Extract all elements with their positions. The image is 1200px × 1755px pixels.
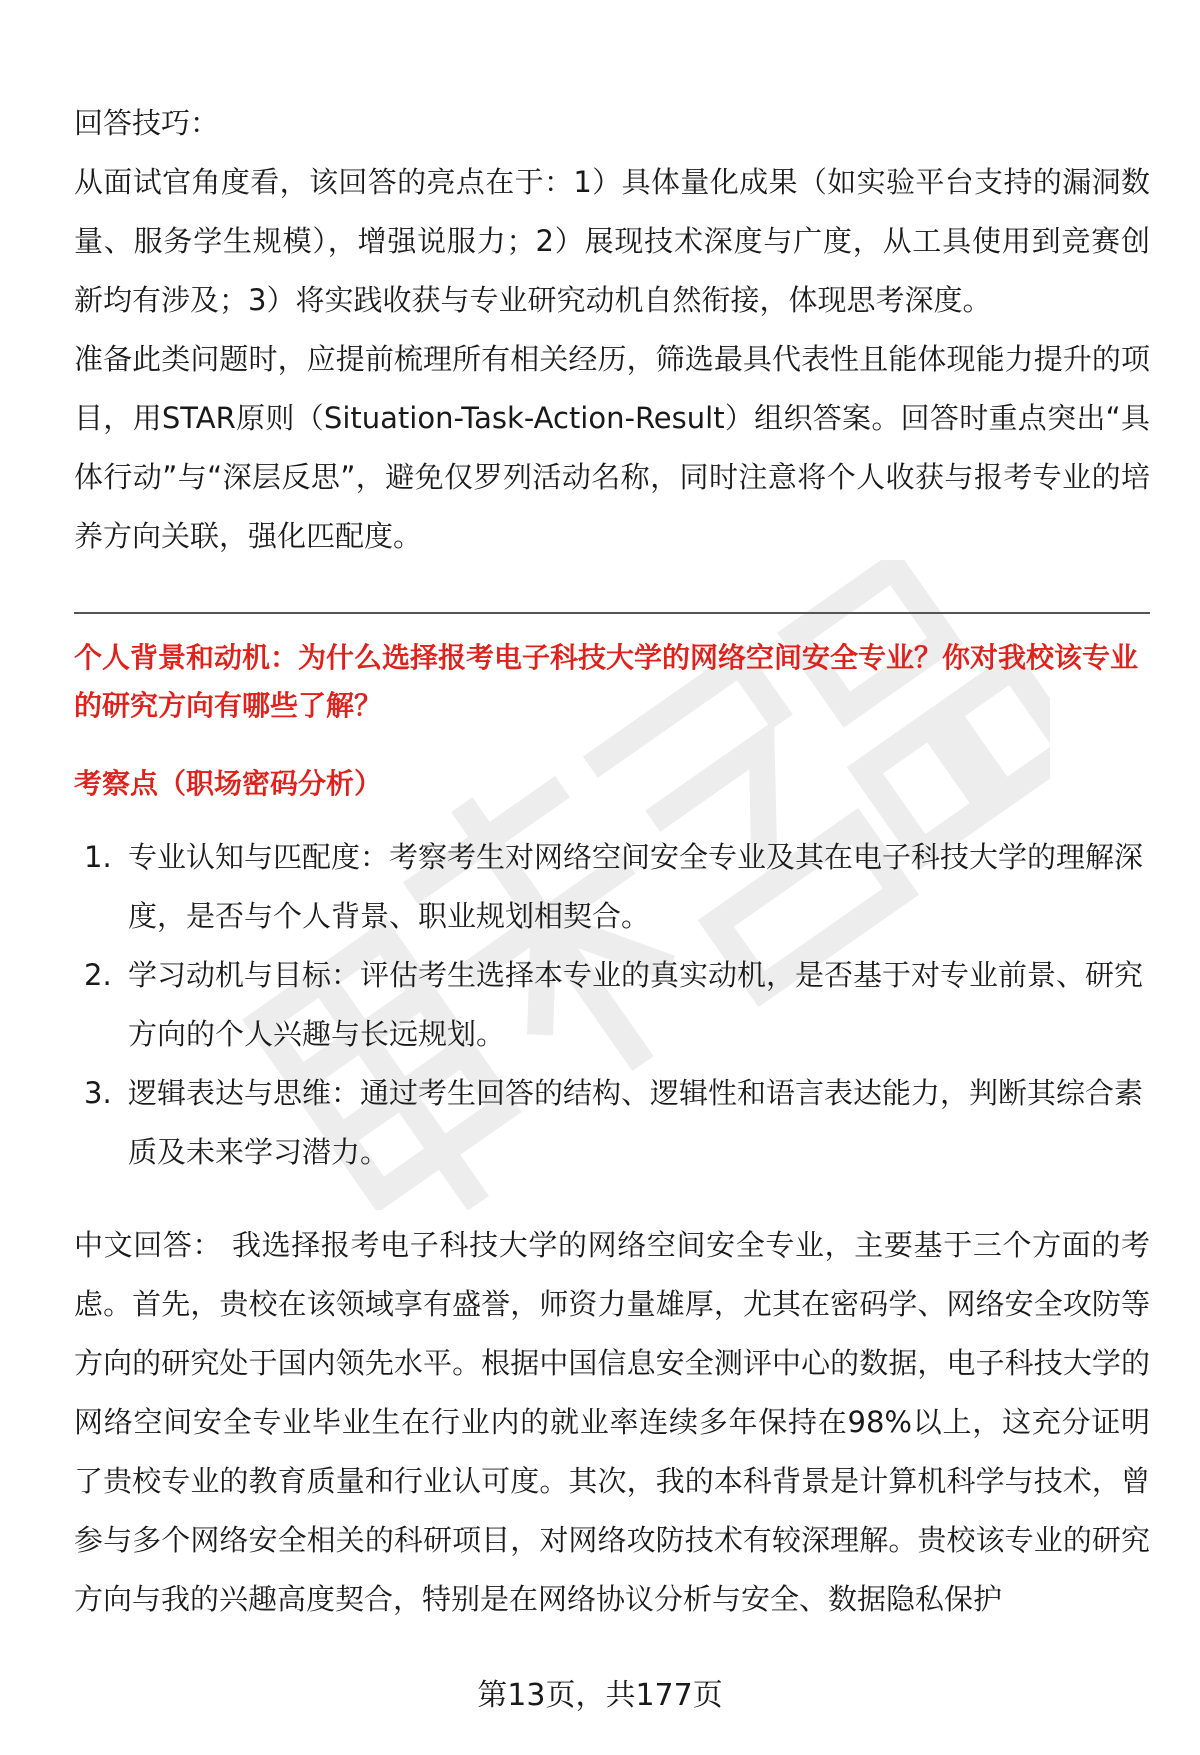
- tips-paragraph-1: 从面试官角度看，该回答的亮点在于：1）具体量化成果（如实验平台支持的漏洞数量、服务学生规模），增强说服力；2）展现技术深度与广度，从工具使用到竞赛创新均有涉及；3）将实践收获与专业研究动机自然衔接，体现思考深度。: [74, 165, 1150, 317]
- list-item-number: 2.: [84, 958, 112, 992]
- question-heading: 个人背景和动机：为什么选择报考电子科技大学的网络空间安全专业？你对我校该专业的研究方向有哪些了解？: [74, 641, 1139, 722]
- list-item-text: 逻辑表达与思维：通过考生回答的结构、逻辑性和语言表达能力，判断其综合素质及未来学习潜力。: [128, 1076, 1144, 1169]
- document-page: [74, 94, 1150, 1629]
- list-item-text: 学习动机与目标：评估考生选择本专业的真实动机，是否基于对专业前景、研究方向的个人兴趣与长远规划。: [128, 958, 1144, 1051]
- tips-heading: 回答技巧：: [74, 106, 220, 140]
- page-number: 第13页，共177页: [477, 1678, 723, 1713]
- list-item-number: 1.: [84, 840, 112, 874]
- list-item: [74, 1064, 1150, 1182]
- list-item-text: 专业认知与匹配度：考察考生对网络空间安全专业及其在电子科技大学的理解深度，是否与个人背景、职业规划相契合。: [128, 840, 1144, 933]
- focus-title: 考察点（职场密码分析）: [74, 767, 383, 800]
- tips-paragraph-2: 准备此类问题时，应提前梳理所有相关经历，筛选最具代表性且能体现能力提升的项目，用STAR原则（Situation-Task-Action-Result）组织答案。回答时重点突出“具体行动”与“深层反思”，避免仅罗列活动名称，同时注意将个人收获与报考专业的培养方向关联，强化匹配度。: [74, 342, 1150, 553]
- list-item-number: 3.: [84, 1076, 112, 1110]
- list-item: [74, 946, 1150, 1064]
- focus-list: [74, 828, 1150, 1182]
- answer-paragraph: 中文回答： 我选择报考电子科技大学的网络空间安全专业，主要基于三个方面的考虑。首先，贵校在该领域享有盛誉，师资力量雄厚，尤其在密码学、网络安全攻防等方向的研究处于国内领先水平。根据中国信息安全测评中心的数据，电子科技大学的网络空间安全专业毕业生在行业内的就业率连续多年保持在98%以上，这充分证明了贵校专业的教育质量和行业认可度。其次，我的本科背景是计算机科学与技术，曾参与多个网络安全相关的科研项目，对网络攻防技术有较深理解。贵校该专业的研究方向与我的兴趣高度契合，特别是在网络协议分析与安全、数据隐私保护: [74, 1228, 1150, 1616]
- list-item: [74, 828, 1150, 946]
- section-divider: [74, 612, 1150, 614]
